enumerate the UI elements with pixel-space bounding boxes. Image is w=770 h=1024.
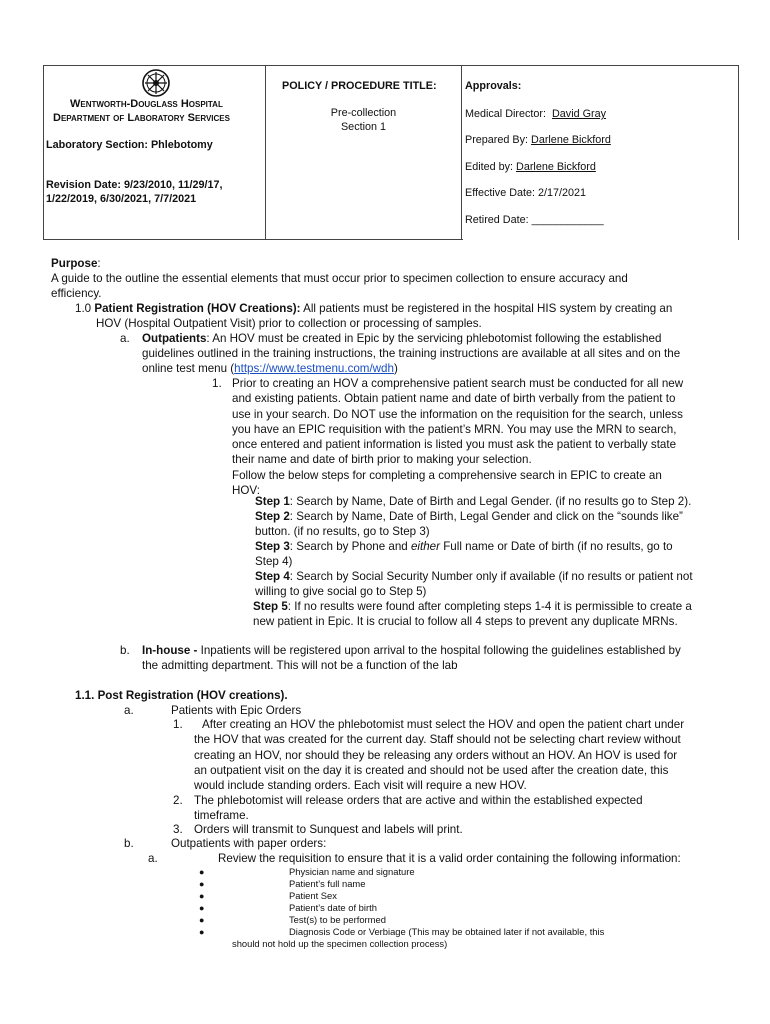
hospital-logo-icon — [139, 68, 173, 98]
step-3: Step 3: Search by Phone and either Full name or Date of birth (if no results, go to Step 4) — [255, 540, 673, 569]
list-item: Patient’s date of birth — [289, 902, 377, 913]
item-1-1-n1-text: After creating an HOV the phlebotomist must select the HOV and open the patient chart under the HOV that was created for the current day. Staff should not be selecting chart review without creating an HOV, nor should they be releasing any orders without an HOV. An HOV is used for an outpatient visit on the day it is created and should not be used after the creation date, this would include standing orders. Each visit will require a new HOV. — [194, 718, 685, 793]
item-a-marker: a. — [120, 332, 130, 345]
purpose-heading: Purpose: — [51, 257, 101, 270]
item-1-1-ba-text: Review the requisition to ensure that it is a valid order containing the following information: — [218, 852, 681, 865]
item-1-1-n3-text: Orders will transmit to Sunquest and labels will print. — [194, 823, 463, 836]
step-2: Step 2: Search by Name, Date of Birth, Legal Gender and click on the “sounds like” button. (if no results, go to Step 3) — [255, 510, 683, 539]
item-1-marker: 1. — [212, 377, 222, 390]
bullet-icon: ● — [199, 927, 205, 937]
purpose-line-2: efficiency. — [51, 287, 102, 300]
item-1-1-n2-marker: 2. — [173, 794, 183, 807]
bullet-icon: ● — [199, 891, 205, 901]
org-department: Department of Laboratory Services — [53, 112, 230, 124]
purpose-line-1: A guide to the outline the essential elements that must occur prior to specimen collection to ensure accuracy and — [51, 272, 628, 285]
bullet-icon: ● — [199, 903, 205, 913]
in-house-text: In-house - Inpatients will be registered upon arrival to the hospital following the guidelines established by the admitting department. This will not be a function of the lab — [142, 644, 681, 673]
policy-title-label: POLICY / PROCEDURE TITLE: — [282, 80, 437, 92]
item-b-marker: b. — [120, 644, 130, 657]
list-item: Patient Sex — [289, 890, 337, 901]
medical-director: Medical Director: David Gray — [465, 108, 607, 120]
item-1-text: Prior to creating an HOV a comprehensive patient search must be conducted for all new and existing patients. Obtain patient name and date of birth verbally from the patient to use in your search. Do NOT use the information on the requisition for the search, unless you have an EPIC requisition with the patient’s MRN. You may use the MRN to search, once entered and patient information is listed you must ask the patient to verbally state their name and date of birth prior to making your selection. Follow the below steps for completing a comprehensive search in EPIC to create an HOV: — [232, 377, 684, 498]
lab-section: Laboratory Section: Phlebotomy — [46, 139, 213, 151]
outpatients-line-3: online test menu (https://www.testmenu.com/wdh) — [142, 362, 398, 375]
test-menu-link[interactable]: https://www.testmenu.com/wdh — [234, 362, 394, 375]
item-1-1-b-marker: b. — [124, 837, 134, 850]
outpatients-line-1: Outpatients: An HOV must be created in Epic by the servicing phlebotomist following the established — [142, 332, 662, 345]
list-item: Physician name and signature — [289, 866, 415, 877]
section-1-0-line-2: HOV (Hospital Outpatient Visit) prior to collection or processing of samples. — [96, 317, 482, 330]
retired-date: Retired Date: ____________ — [465, 214, 604, 226]
item-1-1-n2-text: The phlebotomist will release orders that are active and within the established expected timeframe. — [194, 794, 643, 823]
bullet-icon: ● — [199, 867, 205, 877]
item-1-1-a-text: Patients with Epic Orders — [171, 704, 302, 717]
list-item: Patient’s full name — [289, 878, 366, 889]
edited-by: Edited by: Darlene Bickford — [465, 161, 596, 173]
prepared-by: Prepared By: Darlene Bickford — [465, 134, 611, 146]
step-4: Step 4: Search by Social Security Number only if available (if no results or patient not willing to give social go to Step 5) — [255, 570, 693, 599]
section-1-0-heading: 1.0 Patient Registration (HOV Creations): All patients must be registered in the hospital HIS system by creating an — [75, 302, 673, 315]
item-1-1-b-text: Outpatients with paper orders: — [171, 837, 327, 850]
list-item: Test(s) to be performed — [289, 914, 386, 925]
policy-title: Pre-collection Section 1 — [330, 107, 397, 133]
step-1: Step 1: Search by Name, Date of Birth and Legal Gender. (if no results go to Step 2). — [255, 495, 692, 508]
item-1-1-n1-marker: 1. — [173, 718, 183, 731]
item-1-1-a-marker: a. — [124, 704, 134, 717]
bullet-icon: ● — [199, 915, 205, 925]
revision-dates: Revision Date: 9/23/2010, 11/29/17, 1/22/2019, 6/30/2021, 7/7/2021 — [46, 179, 223, 205]
approvals-label: Approvals: — [465, 80, 522, 92]
step-5: Step 5: If no results were found after completing steps 1-4 it is permissible to create a new patient in Epic. It is crucial to follow all 4 steps to prevent any duplicate MRNs. — [253, 600, 692, 629]
list-item-continuation: should not hold up the specimen collection process) — [232, 938, 448, 949]
outpatients-line-2: guidelines outlined in the training instructions, the training instructions are available at all sites and on the — [142, 347, 681, 360]
effective-date: Effective Date: 2/17/2021 — [465, 187, 587, 199]
org-name: Wentworth-Douglass Hospital — [70, 98, 223, 110]
list-item: Diagnosis Code or Verbiage (This may be obtained later if not available, this — [289, 926, 605, 937]
bullet-icon: ● — [199, 879, 205, 889]
item-1-1-ba-marker: a. — [148, 852, 158, 865]
section-1-1-heading: 1.1. Post Registration (HOV creations). — [75, 689, 288, 702]
item-1-1-n3-marker: 3. — [173, 823, 183, 836]
